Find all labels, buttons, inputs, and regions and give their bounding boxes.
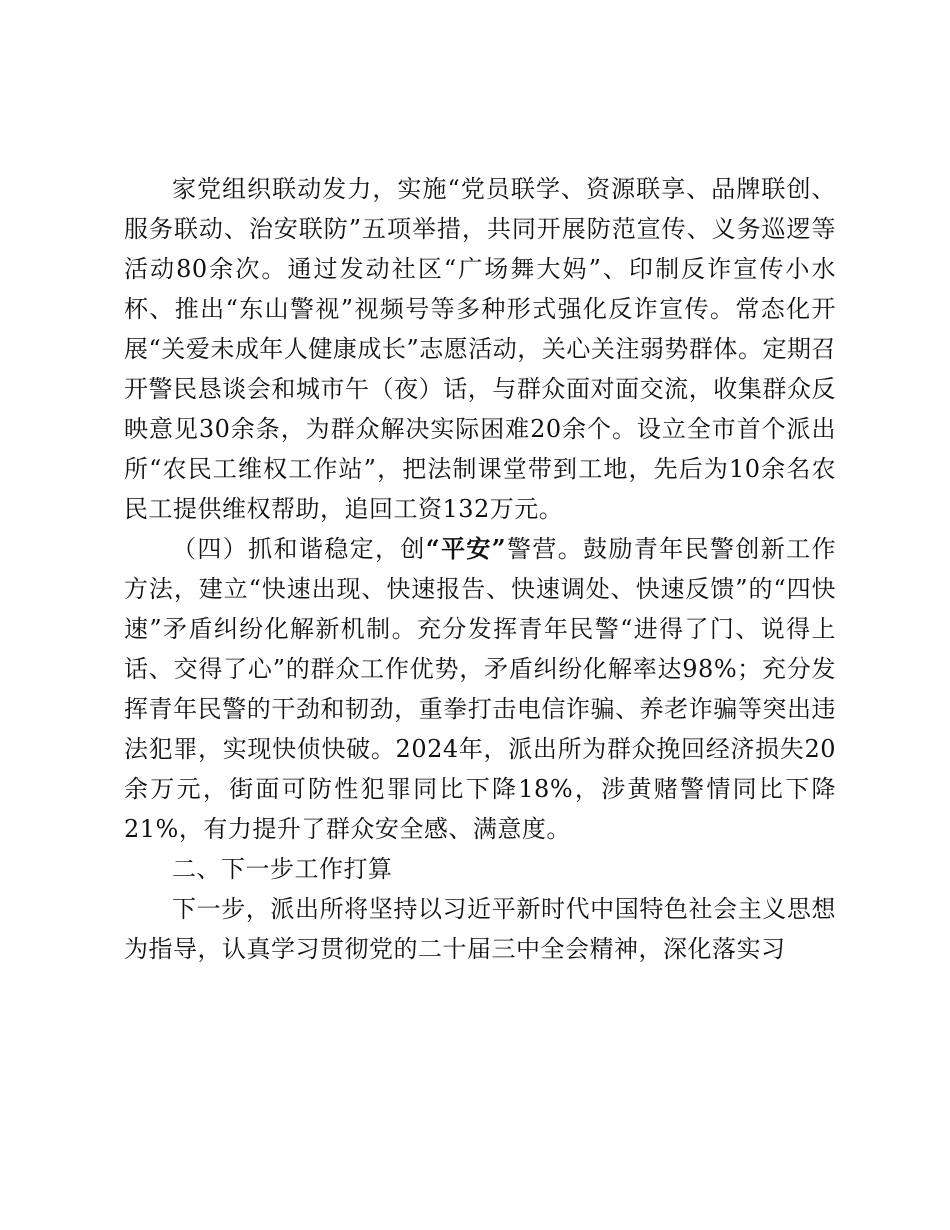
document-body <box>124 169 836 969</box>
section-heading-next-steps: 二、下一步工作打算 <box>172 855 393 883</box>
paragraph-harmony-stability <box>124 529 836 849</box>
paragraph-harmony-quoted: “平安” <box>425 534 507 563</box>
paragraph-harmony-suffix: 警营。鼓励青年民警创新工作方法，建立“快速出现、快速报告、快速调处、快速反馈”的“四快速”矛盾纠纷化解新机制。充分发挥青年民警“进得了门、说得上话、交得了心”的群众工作优势，矛盾纠纷化解率达98%；充分发挥青年民警的干劲和韧劲，重拳打击电信诈骗、养老诈骗等突出违法犯罪，实现快侦快破。2024年，派出所为群众挽回经济损失20余万元，街面可防性犯罪同比下降18%，涉黄赌警情同比下降21%，有力提升了群众安全感、满意度。 <box>124 535 837 843</box>
paragraph-harmony-prefix: （四）抓和谐稳定，创 <box>172 535 426 563</box>
paragraph-next-steps: 下一步，派出所将坚持以习近平新时代中国特色社会主义思想为指导，认真学习贯彻党的二十届三中全会精神，深化落实习 <box>124 895 836 963</box>
paragraph-community-linkage: 家党组织联动发力，实施“党员联学、资源联享、品牌联创、服务联动、治安联防”五项举措，共同开展防范宣传、义务巡逻等活动80余次。通过发动社区“广场舞大妈”、印制反诈宣传小水杯、推出“东山警视”视频号等多种形式强化反诈宣传。常态化开展“关爱未成年人健康成长”志愿活动，关心关注弱势群体。定期召开警民恳谈会和城市午（夜）话，与群众面对面交流，收集群众反映意见30余条，为群众解决实际困难20余个。设立全市首个派出所“农民工维权工作站”，把法制课堂带到工地，先后为10余名农民工提供维权帮助，追回工资132万元。 <box>124 175 836 523</box>
